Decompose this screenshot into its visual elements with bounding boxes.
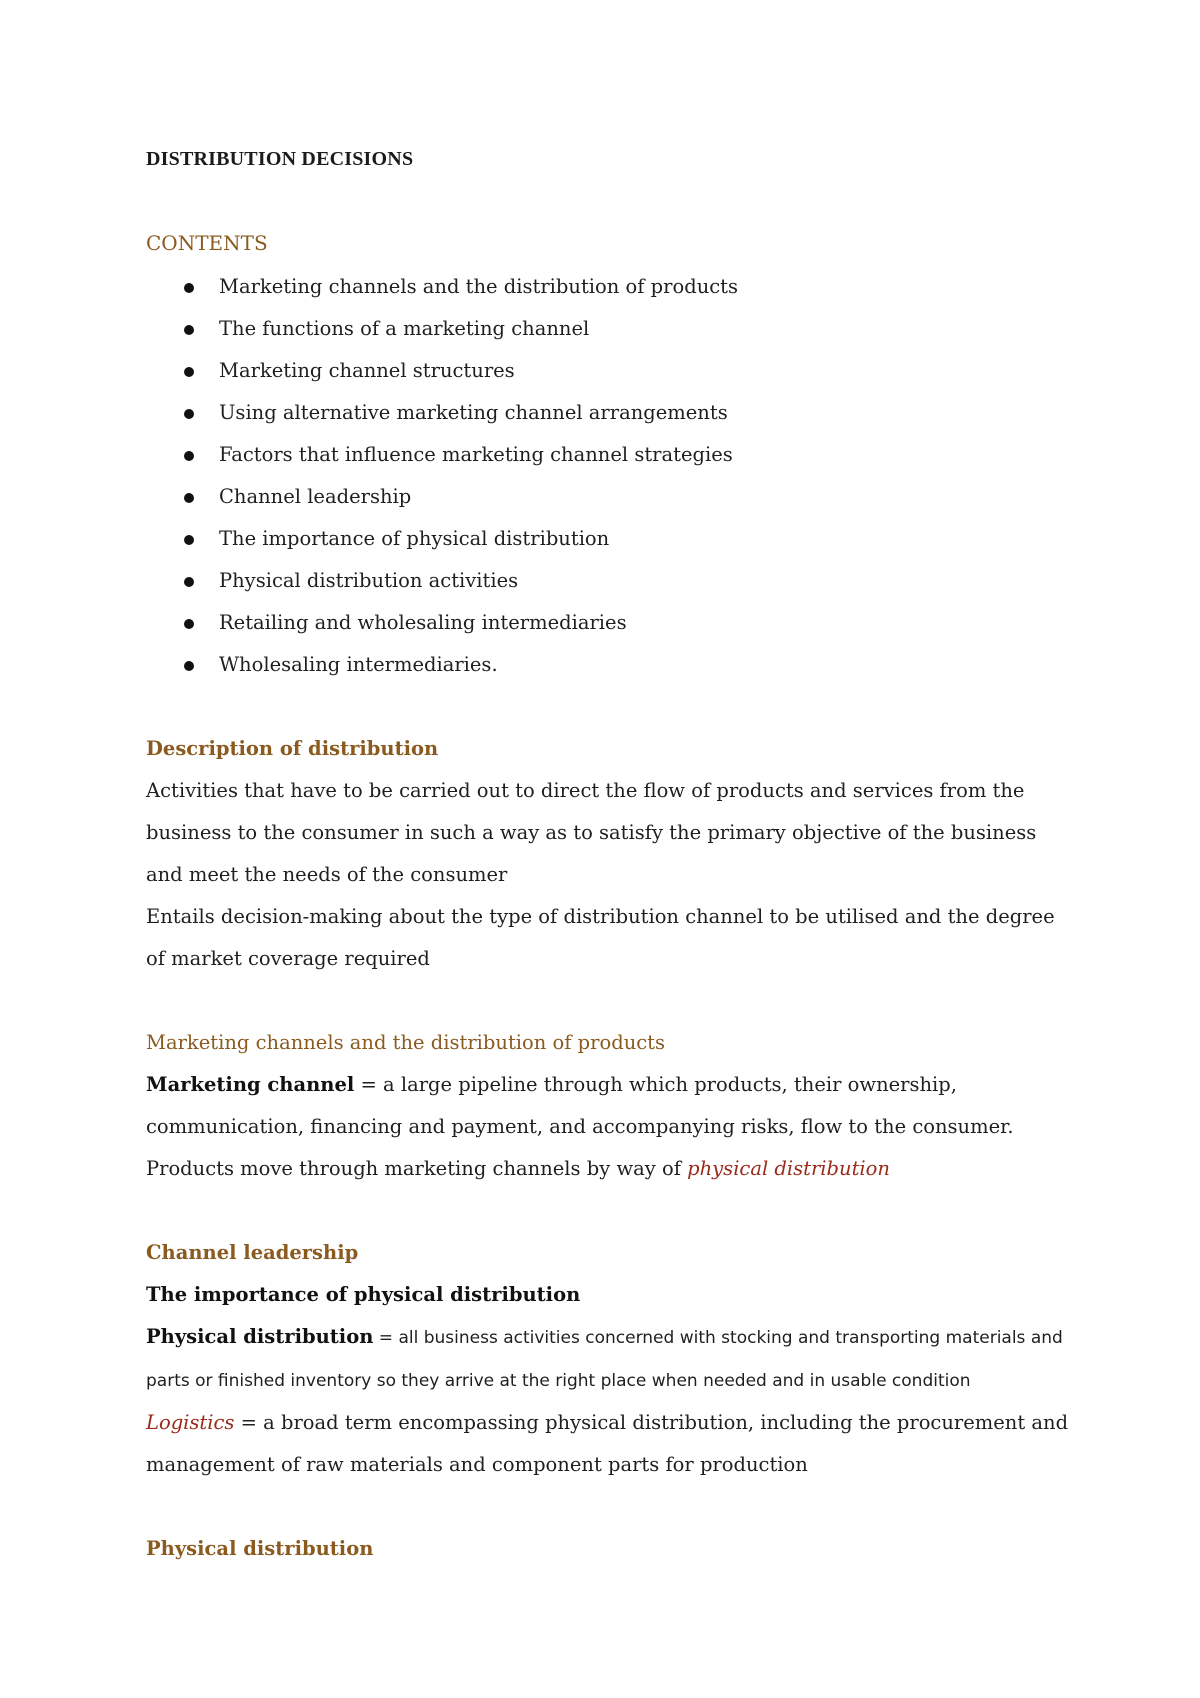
- physical-distribution-definition: [146, 1316, 1076, 1402]
- list-item: The functions of a marketing channel: [146, 308, 1076, 350]
- marketing-channel-definition: [146, 1064, 1076, 1148]
- bullet-icon: [184, 577, 194, 587]
- physical-distribution-prefix: Products move through marketing channels by way of: [146, 1157, 688, 1180]
- description-paragraph-1: Activities that have to be carried out to direct the flow of products and services from the business to the consumer in such a way as to satisfy the primary objective of the business and meet the needs of the consumer: [146, 779, 1037, 886]
- document-page: [146, 142, 1076, 1570]
- marketing-channel-definition-text: = a large pipeline through which products, their ownership, communication, financing and payment, and accompanying risks, flow to the consumer.: [146, 1073, 1014, 1138]
- contents-heading: CONTENTS: [146, 231, 268, 255]
- list-item: Factors that influence marketing channel strategies: [146, 434, 1076, 476]
- list-item: Retailing and wholesaling intermediaries: [146, 602, 1076, 644]
- logistics-definition-text: = a broad term encompassing physical distribution, including the procurement and management of raw materials and component parts for production: [146, 1411, 1069, 1476]
- list-item: Wholesaling intermediaries.: [146, 644, 1076, 686]
- importance-subheading: The importance of physical distribution: [146, 1283, 581, 1306]
- list-item: Physical distribution activities: [146, 560, 1076, 602]
- bullet-icon: [184, 283, 194, 293]
- list-item: Channel leadership: [146, 476, 1076, 518]
- channel-leadership-heading: Channel leadership: [146, 1241, 359, 1264]
- physical-distribution-term: physical distribution: [687, 1157, 890, 1180]
- physical-distribution-line: [146, 1148, 1076, 1190]
- bullet-icon: [184, 661, 194, 671]
- marketing-channels-heading: Marketing channels and the distribution of products: [146, 1031, 666, 1054]
- description-heading: Description of distribution: [146, 737, 439, 760]
- bullet-icon: [184, 325, 194, 335]
- bullet-icon: [184, 619, 194, 629]
- bullet-icon: [184, 367, 194, 377]
- logistics-definition: [146, 1402, 1076, 1486]
- list-item: The importance of physical distribution: [146, 518, 1076, 560]
- bullet-icon: [184, 451, 194, 461]
- physical-distribution-definition-text: = all business activities concerned with stocking and transporting materials and parts or finished inventory so they arrive at the right place when needed and in usable condition: [146, 1328, 1063, 1391]
- bullet-icon: [184, 493, 194, 503]
- bullet-icon: [184, 409, 194, 419]
- list-item: Marketing channel structures: [146, 350, 1076, 392]
- document-title: DISTRIBUTION DECISIONS: [146, 148, 414, 170]
- physical-distribution-heading: Physical distribution: [146, 1537, 374, 1560]
- list-item: Marketing channels and the distribution of products: [146, 266, 1076, 308]
- description-paragraph-2: Entails decision-making about the type of distribution channel to be utilised and the degree of market coverage required: [146, 905, 1055, 970]
- marketing-channel-term: Marketing channel: [146, 1073, 355, 1096]
- logistics-term: Logistics: [146, 1411, 235, 1434]
- list-item: Using alternative marketing channel arrangements: [146, 392, 1076, 434]
- bullet-icon: [184, 535, 194, 545]
- physical-distribution-term-bold: Physical distribution: [146, 1325, 374, 1348]
- contents-list: [146, 266, 1076, 686]
